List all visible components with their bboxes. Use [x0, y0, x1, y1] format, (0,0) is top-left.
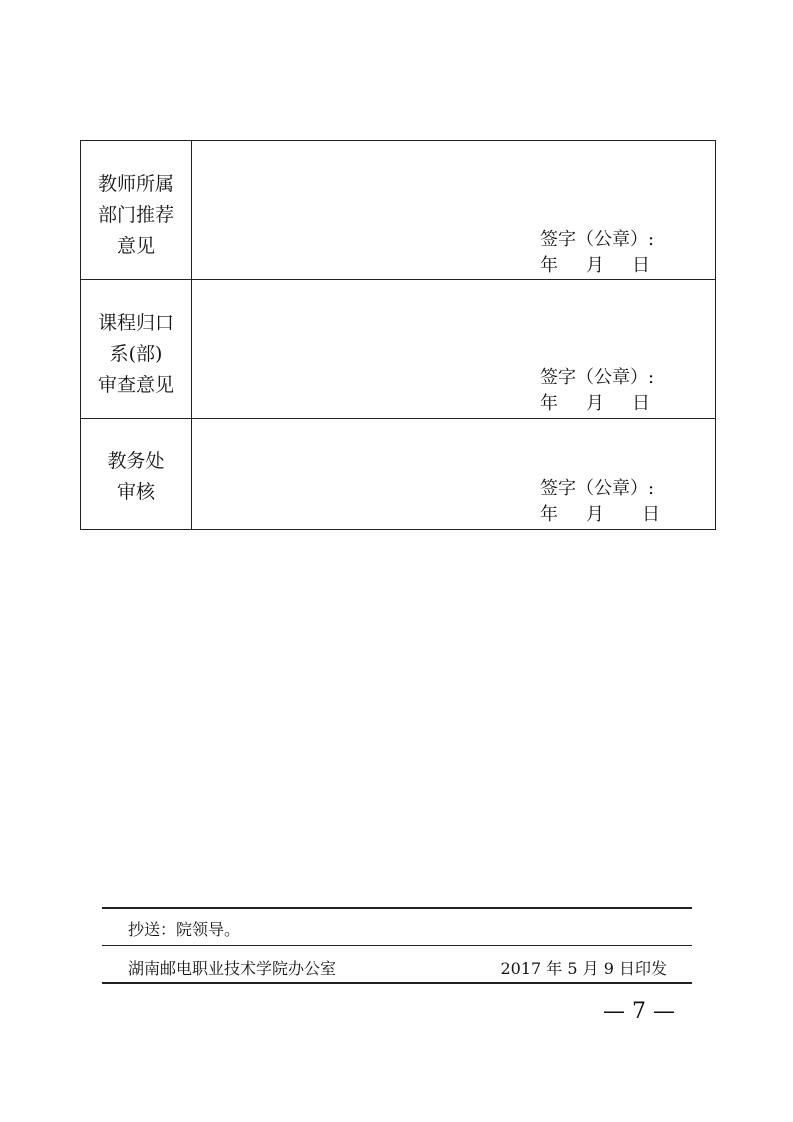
- table-row: [81, 280, 716, 419]
- signature-label: 签字（公章）:: [540, 229, 655, 250]
- label-line: 教师所属: [97, 173, 174, 195]
- page-number: — 7 —: [603, 999, 675, 1024]
- date-year: 年: [540, 255, 558, 276]
- cc-recipients: 抄送：院领导。: [128, 920, 241, 939]
- opinion-field-academic-affairs[interactable]: [192, 419, 716, 530]
- row-label-course-department-review: [81, 280, 192, 419]
- label-line: 教务处: [107, 450, 165, 472]
- date-day: 日: [632, 255, 650, 276]
- issue-date: 2017 年 5 月 9 日印发: [500, 959, 667, 978]
- signature-label: 签字（公章）:: [540, 478, 655, 499]
- opinion-field-department[interactable]: [192, 141, 716, 280]
- signature-label: 签字（公章）:: [540, 367, 655, 388]
- opinion-field-course-department[interactable]: [192, 280, 716, 419]
- date-year: 年: [540, 504, 558, 525]
- date-line: [540, 394, 650, 414]
- label-line: 部门推荐: [97, 204, 174, 226]
- date-day: 日: [642, 504, 660, 525]
- label-line: 审核: [116, 481, 155, 503]
- table-row: [81, 419, 716, 530]
- footer-bottom-rule: [102, 982, 692, 984]
- label-line: 意见: [116, 235, 155, 257]
- date-month: 月: [586, 393, 604, 414]
- date-day: 日: [632, 393, 650, 414]
- date-month: 月: [586, 255, 604, 276]
- row-label-academic-affairs-review: [81, 419, 192, 530]
- date-month: 月: [586, 504, 604, 525]
- table-row: [81, 141, 716, 280]
- date-year: 年: [540, 393, 558, 414]
- footer-top-rule: [102, 907, 692, 909]
- label-line: 系(部): [109, 343, 163, 365]
- approval-table: [80, 140, 716, 530]
- row-label-department-recommendation: [81, 141, 192, 280]
- date-line: [540, 256, 650, 276]
- footer-middle-rule: [102, 945, 692, 946]
- issuing-office: 湖南邮电职业技术学院办公室: [128, 959, 337, 978]
- date-line: [540, 505, 660, 525]
- label-line: 审查意见: [97, 374, 174, 396]
- label-line: 课程归口: [97, 312, 174, 334]
